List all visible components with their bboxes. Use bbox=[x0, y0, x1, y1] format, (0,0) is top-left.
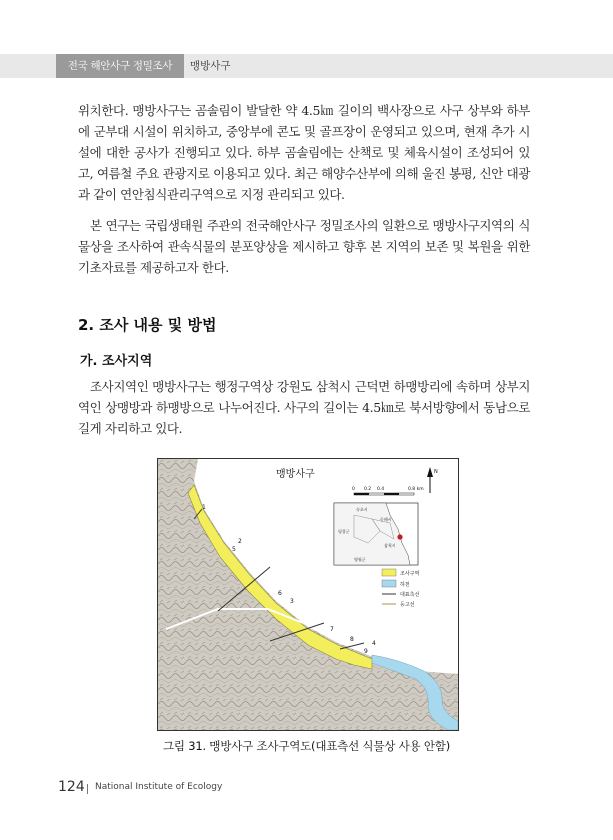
transect-label-1: 1 bbox=[202, 504, 206, 511]
series-title-tab: 전국 해안사구 정밀조사 bbox=[56, 54, 184, 78]
location-marker-icon bbox=[397, 534, 402, 539]
transect-label-3: 3 bbox=[290, 598, 294, 605]
page-number: 124 bbox=[58, 779, 85, 795]
survey-area-map bbox=[157, 458, 459, 731]
transect-label-5: 5 bbox=[232, 546, 236, 553]
footer-institution: National Institute of Ecology bbox=[95, 782, 223, 792]
transect-label-2: 2 bbox=[238, 538, 242, 545]
locator-inset-map bbox=[334, 503, 418, 565]
sub-heading: 가. 조사지역 bbox=[80, 354, 153, 369]
svg-text:0.8 km: 0.8 km bbox=[408, 487, 424, 492]
svg-text:0.4: 0.4 bbox=[377, 487, 385, 492]
map-title: 맹방사구 bbox=[276, 469, 315, 480]
svg-text:동해시: 동해시 bbox=[380, 517, 392, 522]
footer-divider bbox=[87, 784, 88, 794]
figure-caption: 그림 31. 맹방사구 조사구역도(대표측선 식물상 사용 안함) bbox=[163, 739, 450, 753]
svg-text:속초시: 속초시 bbox=[356, 507, 368, 512]
transect-label-7: 7 bbox=[330, 626, 334, 633]
body-paragraph-2: 본 연구는 국립생태원 주관의 전국해안사구 정밀조사의 일환으로 맹방사구지역의 식물상을 조사하여 관속식물의 분포양상을 제시하고 향후 본 지역의 보존 및 복원을 위한 기초자료를 제공하고자 한다. bbox=[78, 218, 530, 275]
body-paragraph-3: 조사지역인 맹방사구는 행정구역상 강원도 삼척시 근덕면 하맹방리에 속하며 상부지역인 상맹방과 하맹방으로 나누어진다. 사구의 길이는 4.5㎞로 북서방향에서 동남으로 길게 자리하고 있다. bbox=[78, 379, 530, 436]
legend-label: 조사구역 bbox=[400, 571, 420, 577]
svg-text:영월군: 영월군 bbox=[354, 557, 366, 562]
svg-text:평창군: 평창군 bbox=[338, 529, 350, 534]
svg-text:0: 0 bbox=[352, 487, 355, 492]
transect-label-8: 8 bbox=[350, 636, 354, 643]
running-section-title: 맹방사구 bbox=[190, 60, 231, 72]
section-heading: 2. 조사 내용 및 방법 bbox=[78, 316, 217, 334]
legend-label: 대표측선 bbox=[400, 592, 420, 598]
transect-label-6: 6 bbox=[278, 590, 282, 597]
legend-label: 등고선 bbox=[400, 602, 415, 608]
transect-label-9: 9 bbox=[364, 648, 368, 655]
svg-text:N: N bbox=[434, 469, 438, 475]
body-paragraph-1: 위치한다. 맹방사구는 곰솔림이 발달한 약 4.5㎞ 길이의 백사장으로 사구 상부와 하부에 군부대 시설이 위치하고, 중앙부에 콘도 및 골프장이 운영되고 있으며, 현재 추가 시설에 대한 공사가 진행되고 있다. 하부 곰솔림에는 산책로 및 체육시설이 조성되어 있고, 여름철 주요 관광지로 이용되고 있다. 최근 해양수산부에 의해 울진 봉평, 신안 대광과 같이 연안침식관리구역으로 지정 관리되고 있다. bbox=[78, 103, 530, 202]
svg-text:0.2: 0.2 bbox=[364, 487, 372, 492]
svg-text:삼척시: 삼척시 bbox=[384, 543, 396, 548]
transect-label-4: 4 bbox=[372, 640, 376, 647]
legend-label: 하천 bbox=[400, 582, 410, 588]
